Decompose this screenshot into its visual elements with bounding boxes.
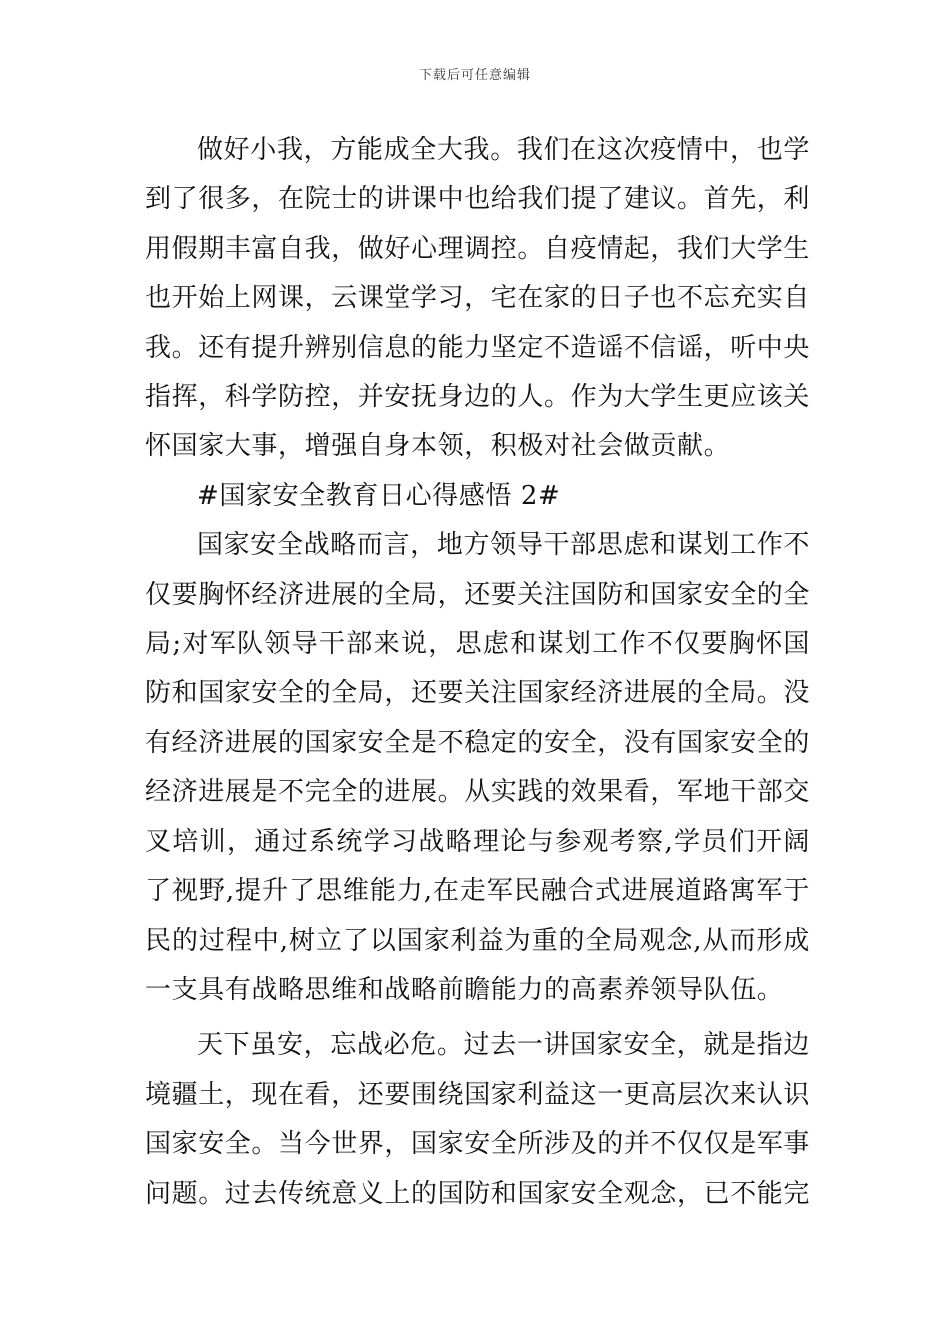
document-body: [145, 126, 810, 1219]
page-header: 下载后可任意编辑: [418, 68, 531, 83]
section-heading: #国家安全教育日心得感悟 2#: [197, 480, 561, 511]
paragraph-1: 做好小我，方能成全大我。我们在这次疫情中，也学到了很多，在院士的讲课中也给我们提了建议。首先，利用假期丰富自我，做好心理调控。自疫情起，我们大学生也开始上网课，云课堂学习，宅在家的日子也不忘充实自我。还有提升辨别信息的能力坚定不造谣不信谣，听中央指挥，科学防控，并安抚身边的人。作为大学生更应该关怀国家大事，增强自身本领，积极对社会做贡献。: [145, 135, 811, 462]
paragraph-2: 国家安全战略而言，地方领导干部思虑和谋划工作不仅要胸怀经济进展的全局，还要关注国防和国家安全的全局;对军队领导干部来说，思虑和谋划工作不仅要胸怀国防和国家安全的全局，还要关注国家经济进展的全局。没有经济进展的国家安全是不稳定的安全，没有国家安全的经济进展是不完全的进展。从实践的效果看，军地干部交叉培训，通过系统学习战略理论与参观考察,学员们开阔了视野,提升了思维能力,在走军民融合式进展道路寓军于民的过程中,树立了以国家利益为重的全局观念,从而形成一支具有战略思维和战略前瞻能力的高素养领导队伍。: [145, 530, 811, 1005]
paragraph-3: 天下虽安，忘战必危。过去一讲国家安全，就是指边境疆土，现在看，还要围绕国家利益这一更高层次来认识国家安全。当今世界，国家安全所涉及的并不仅仅是军事问题。过去传统意义上的国防和国家安全观念，已不能完: [145, 1030, 811, 1209]
